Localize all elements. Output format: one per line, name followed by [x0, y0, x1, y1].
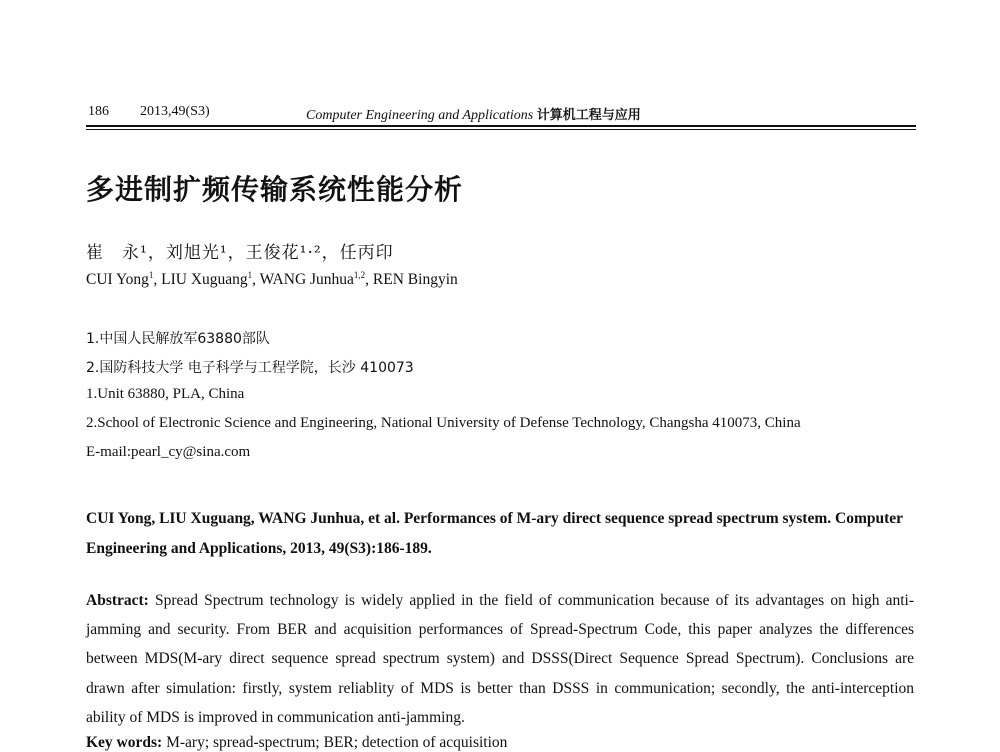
author-name: , REN Bingyin — [365, 271, 458, 288]
author-name: , LIU Xuguang — [153, 271, 248, 288]
email: E-mail:pearl_cy@sina.com — [86, 444, 251, 460]
author-name: , WANG Junhua — [252, 271, 354, 288]
running-header — [88, 104, 914, 124]
author-affiliation-mark: 1 — [247, 270, 253, 280]
page-number: 186 — [88, 104, 109, 119]
journal-name — [306, 104, 641, 124]
journal-name-cn: 计算机工程与应用 — [536, 108, 641, 123]
abstract — [86, 586, 914, 732]
abstract-label: Abstract: — [86, 592, 149, 609]
volume-issue: 2013,49(S3) — [140, 104, 210, 119]
abstract-text: Spread Spectrum technology is widely applied in the field of communication because of its advantages on high anti-jamming and security. From BER and acquisition performances of Spread-Spectrum Code, this paper analyzes the differences between MDS(M-ary direct sequence spread spectrum system) and DSSS(Direct Sequence Spread Spectrum). Conclusions are drawn after simulation: firstly, system reliablity of MDS is better than DSSS in communication; secondly, the anti-interception ability of MDS is improved in communication anti-jamming. — [86, 592, 915, 726]
affiliation-2-en: 2.School of Electronic Science and Engineering, National University of Defense Technology, Changsha 410073, China — [86, 415, 801, 431]
author-affiliation-mark: 1,2 — [353, 270, 366, 280]
citation: CUI Yong, LIU Xuguang, WANG Junhua, et al. Performances of M-ary direct sequence spread spectrum system. Computer Engineering and Applications, 2013, 49(S3):186-189. — [86, 510, 903, 557]
keywords-label: Key words: — [86, 734, 163, 751]
affiliation-1-en: 1.Unit 63880, PLA, China — [86, 386, 245, 402]
affiliation-2-cn: 2.国防科技大学 电子科学与工程学院，长沙 410073 — [86, 360, 414, 376]
author-affiliation-mark: 1 — [148, 270, 154, 280]
paper-title: 多进制扩频传输系统性能分析 — [86, 173, 464, 206]
header-rule-thick — [86, 125, 916, 127]
affiliation-1-cn: 1.中国人民解放军63880部队 — [86, 331, 270, 347]
keywords-text: M-ary; spread-spectrum; BER; detection of acquisition — [166, 734, 508, 751]
keywords — [86, 734, 507, 752]
header-rule-thin — [86, 129, 916, 130]
journal-name-en: Computer Engineering and Applications — [306, 108, 534, 123]
authors-english — [86, 271, 458, 289]
author-name: CUI Yong — [86, 271, 149, 288]
authors-chinese: 崔 永¹，刘旭光¹，王俊花¹·²，任丙印 — [86, 243, 394, 263]
